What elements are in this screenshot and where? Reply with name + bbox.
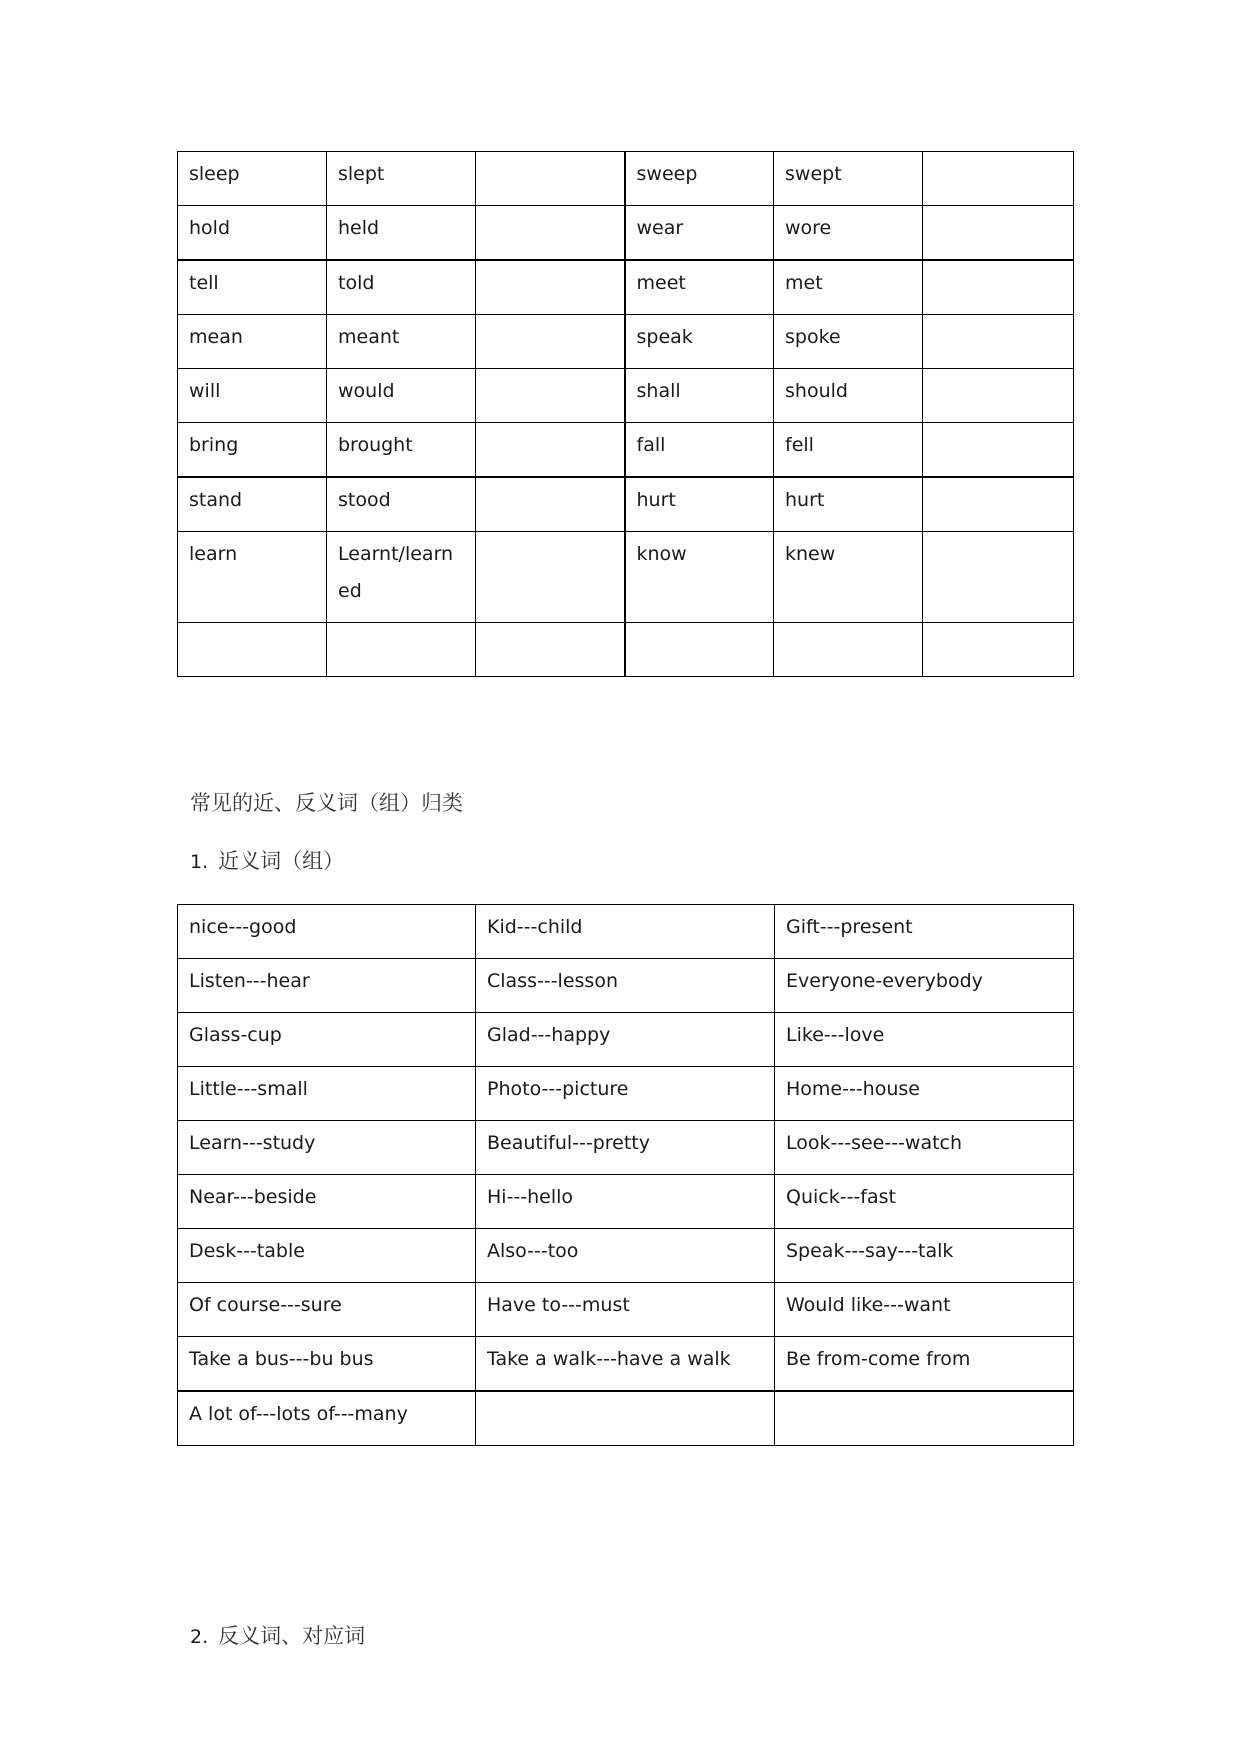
table-cell xyxy=(923,152,1074,206)
table-cell: would xyxy=(327,369,476,423)
table-cell: fell xyxy=(774,423,923,478)
table-cell: Home---house xyxy=(775,1067,1074,1121)
table-cell xyxy=(476,477,625,532)
table-cell: Gift---present xyxy=(775,905,1074,959)
table-cell: stood xyxy=(327,477,476,532)
table-cell: Little---small xyxy=(178,1067,476,1121)
table-row xyxy=(178,1337,1074,1392)
table-cell xyxy=(476,423,625,478)
table-cell: Photo---picture xyxy=(476,1067,775,1121)
table-cell: knew xyxy=(774,532,923,623)
table-cell: Also---too xyxy=(476,1229,775,1283)
table-cell: stand xyxy=(178,477,327,532)
table-cell: Near---beside xyxy=(178,1175,476,1229)
table-row xyxy=(178,905,1074,959)
table-row xyxy=(178,1283,1074,1337)
table-cell: Like---love xyxy=(775,1013,1074,1067)
table-cell: Hi---hello xyxy=(476,1175,775,1229)
table-cell: slept xyxy=(327,152,476,206)
table-cell: Beautiful---pretty xyxy=(476,1121,775,1175)
table-row xyxy=(178,532,1074,623)
table-cell: Look---see---watch xyxy=(775,1121,1074,1175)
table-cell xyxy=(476,623,625,677)
section-title: 常见的近、反义词（组）归类 xyxy=(190,791,463,815)
table-cell xyxy=(178,623,327,677)
table-row xyxy=(178,623,1074,677)
table-cell xyxy=(476,369,625,423)
table-cell: Take a walk---have a walk xyxy=(476,1337,775,1392)
table-cell: Learnt/learned xyxy=(327,532,476,623)
table-cell xyxy=(476,260,625,315)
table-cell: Glass-cup xyxy=(178,1013,476,1067)
table-cell xyxy=(775,1391,1074,1446)
table-row xyxy=(178,1067,1074,1121)
table-cell: Glad---happy xyxy=(476,1013,775,1067)
table-cell: Speak---say---talk xyxy=(775,1229,1074,1283)
table-cell xyxy=(923,260,1074,315)
table-row xyxy=(178,1391,1074,1446)
table-cell xyxy=(476,206,625,261)
table-row xyxy=(178,206,1074,261)
table-cell xyxy=(774,623,923,677)
irregular-verb-table xyxy=(177,151,1074,677)
table-cell: Everyone-everybody xyxy=(775,959,1074,1013)
table-cell: bring xyxy=(178,423,327,478)
table-row xyxy=(178,1175,1074,1229)
table-row xyxy=(178,477,1074,532)
table-cell: hold xyxy=(178,206,327,261)
table-cell: Take a bus---bu bus xyxy=(178,1337,476,1392)
table-cell xyxy=(923,623,1074,677)
table-cell xyxy=(923,532,1074,623)
table-cell: Be from-come from xyxy=(775,1337,1074,1392)
table-cell: met xyxy=(774,260,923,315)
synonym-table xyxy=(177,904,1074,1446)
table-cell xyxy=(476,532,625,623)
table-cell: brought xyxy=(327,423,476,478)
table-row xyxy=(178,369,1074,423)
table-cell: Of course---sure xyxy=(178,1283,476,1337)
table-cell: A lot of---lots of---many xyxy=(178,1391,476,1446)
table-cell: shall xyxy=(625,369,774,423)
table-cell: hurt xyxy=(774,477,923,532)
table-cell: meet xyxy=(625,260,774,315)
table-cell: wear xyxy=(625,206,774,261)
table-cell: told xyxy=(327,260,476,315)
table-cell: nice---good xyxy=(178,905,476,959)
table-cell xyxy=(625,623,774,677)
table-cell: swept xyxy=(774,152,923,206)
table-cell: spoke xyxy=(774,315,923,369)
synonyms-heading-text: 近义词（组） xyxy=(218,849,345,873)
table-cell: Listen---hear xyxy=(178,959,476,1013)
table-cell xyxy=(923,206,1074,261)
table-row xyxy=(178,1121,1074,1175)
synonyms-heading xyxy=(190,845,344,875)
table-row xyxy=(178,260,1074,315)
table-row xyxy=(178,152,1074,206)
table-cell: will xyxy=(178,369,327,423)
table-row xyxy=(178,1013,1074,1067)
table-cell: know xyxy=(625,532,774,623)
table-cell: Desk---table xyxy=(178,1229,476,1283)
table-cell: mean xyxy=(178,315,327,369)
table-row xyxy=(178,315,1074,369)
table-cell xyxy=(327,623,476,677)
table-cell: Would like---want xyxy=(775,1283,1074,1337)
table-cell: held xyxy=(327,206,476,261)
table-row xyxy=(178,423,1074,478)
table-cell: sleep xyxy=(178,152,327,206)
table-cell: speak xyxy=(625,315,774,369)
table-cell: Have to---must xyxy=(476,1283,775,1337)
table-cell xyxy=(923,315,1074,369)
table-cell: fall xyxy=(625,423,774,478)
antonyms-heading-text: 反义词、对应词 xyxy=(218,1624,366,1648)
table-cell: Learn---study xyxy=(178,1121,476,1175)
antonyms-heading-number: 2. xyxy=(190,1626,209,1648)
table-cell: Kid---child xyxy=(476,905,775,959)
table-cell: Class---lesson xyxy=(476,959,775,1013)
table-cell xyxy=(923,369,1074,423)
table-cell: Quick---fast xyxy=(775,1175,1074,1229)
table-cell: meant xyxy=(327,315,476,369)
table-cell xyxy=(923,423,1074,478)
table-row xyxy=(178,959,1074,1013)
antonyms-heading xyxy=(190,1620,365,1650)
table-cell: hurt xyxy=(625,477,774,532)
table-cell: tell xyxy=(178,260,327,315)
table-cell xyxy=(476,152,625,206)
table-cell: learn xyxy=(178,532,327,623)
table-cell xyxy=(476,315,625,369)
table-cell: wore xyxy=(774,206,923,261)
table-cell: sweep xyxy=(625,152,774,206)
table-cell xyxy=(923,477,1074,532)
synonyms-heading-number: 1. xyxy=(190,851,209,873)
table-cell: should xyxy=(774,369,923,423)
table-cell xyxy=(476,1391,775,1446)
table-row xyxy=(178,1229,1074,1283)
